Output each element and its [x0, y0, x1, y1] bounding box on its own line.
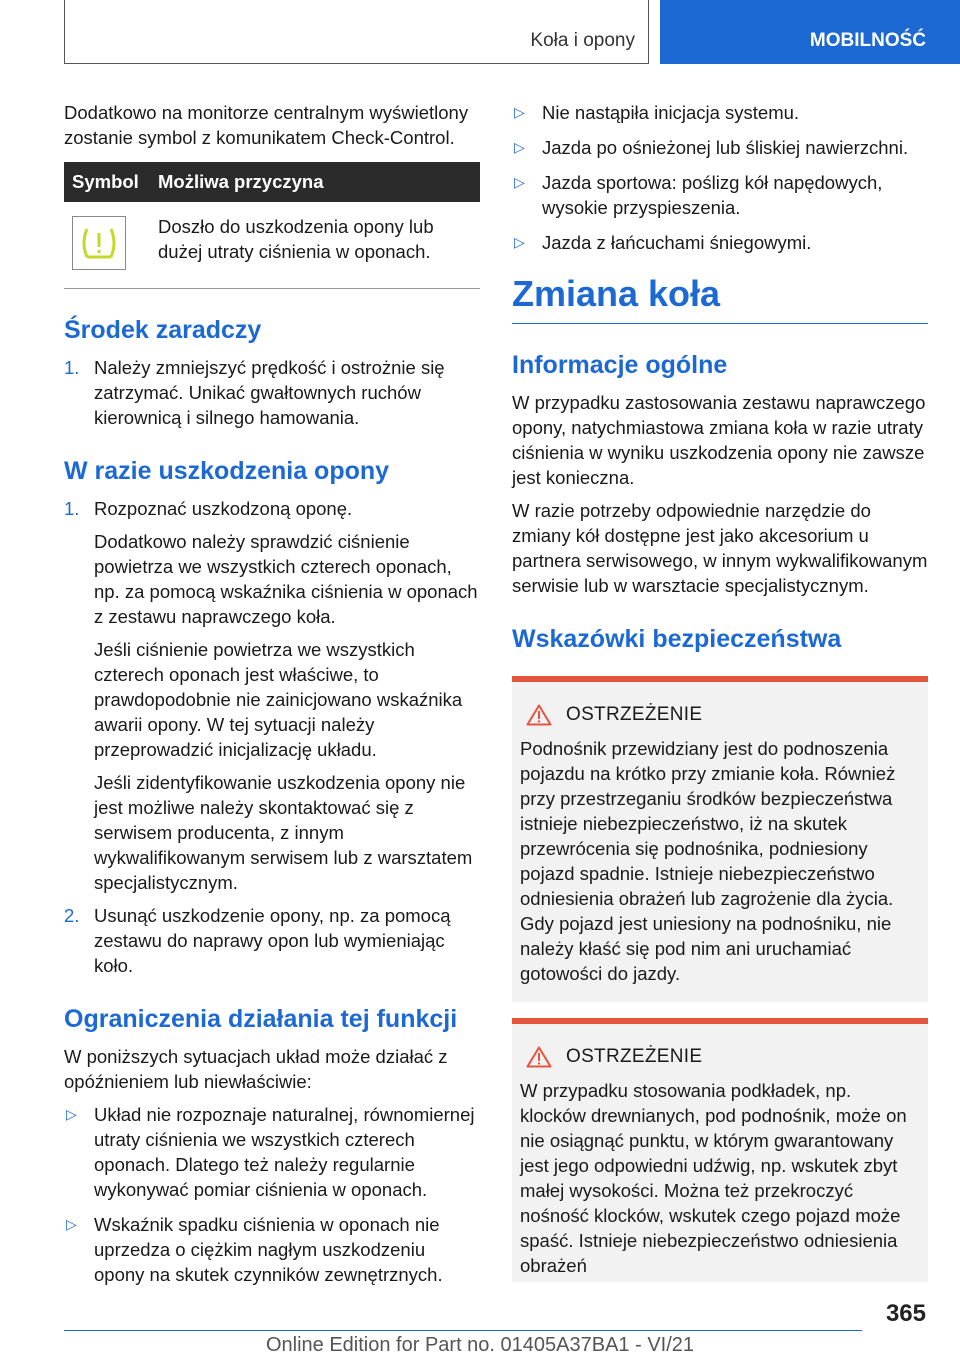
limits-heading: Ograniczenia działania tej funkcji [64, 1005, 458, 1033]
right-column [512, 100, 928, 1282]
warning-box [512, 1018, 928, 1282]
warning-text: Podnośnik przewidziany jest do podnoszenia pojazdu na krótko przy zmianie koła. Również przy przestrzeganiu środków bezpieczeństwa istnieje niebezpieczeństwo, iż na skutek przewrócenia się podnośnika, podniesiony pojazd spadnie. Istnieje niebezpieczeństwo odniesienia obrażeń lub zagrożenie dla życia. Gdy pojazd jest uniesiony na podnośniku, nie należy kłaść się pod nim ani uruchamiać gotowości do jazdy. [520, 738, 896, 984]
list-item-text: Należy zmniejszyć prędkość i ostrożnie się zatrzymać. Unikać gwałtownych ruchów kierownicą i silnego hamowania. [94, 357, 445, 428]
warning-header [520, 704, 920, 726]
warning-box [512, 676, 928, 1002]
triangle-bullet-icon: ▷ [514, 139, 525, 155]
list-item [64, 1102, 480, 1202]
triangle-bullet-icon: ▷ [66, 1216, 77, 1232]
damage-detail-paragraph: Jeśli zidentyfikowanie uszkodzenia opony nie jest możliwe należy skontaktować się z serwisem producenta, z innym wykwalifikowanym serwisem lub z warsztatem specjalistycznym. [94, 772, 473, 893]
general-paragraph: W przypadku zastosowania zestawu naprawczego opony, natychmiastowa zmiana koła w razie utraty ciśnienia w wyniku uszkodzenia opony nie zawsze jest konieczna. [512, 392, 926, 488]
list-item-text: Rozpoznać uszkodzoną oponę. [94, 498, 353, 519]
list-item [512, 230, 928, 255]
list-item-text: Wskaźnik spadku ciśnienia w oponach nie uprzedza o ciężkim nagłym uszkodzeniu opony na skutek czynników zewnętrznych. [94, 1214, 443, 1285]
list-item [64, 1212, 480, 1287]
triangle-bullet-icon: ▷ [514, 104, 525, 120]
limits-intro: W poniższych sytuacjach układ może działać z opóźnieniem lub niewłaściwie: [64, 1046, 448, 1092]
tire-pressure-warning-icon [72, 216, 126, 270]
table-row [64, 202, 480, 284]
list-item-text: Jazda po ośnieżonej lub śliskiej nawierzchni. [542, 137, 909, 158]
page-number: 365 [885, 1300, 926, 1327]
list-item [512, 135, 928, 160]
warning-triangle-icon [526, 1046, 552, 1068]
list-item-text: Jazda z łańcuchami śniegowymi. [542, 232, 812, 253]
list-item-text: Usunąć uszkodzenie opony, np. za pomocą zestawu do naprawy opon lub wymieniając koło. [94, 905, 451, 976]
list-number: 1. [64, 498, 80, 519]
table-divider [64, 288, 480, 289]
damage-detail-paragraph: Dodatkowo należy sprawdzić ciśnienie powietrza we wszystkich czterech oponach, np. za pomocą wskaźnika ciśnienia w oponach z zestawu naprawczego koła. [94, 531, 478, 627]
warning-label: OSTRZEŻENIE [566, 1046, 703, 1067]
list-item-text: Jazda sportowa: poślizg kół napędowych, wysokie przyspieszenia. [542, 172, 883, 218]
list-number: 2. [64, 905, 80, 926]
warning-header [520, 1046, 920, 1068]
remedy-heading: Środek zaradczy [64, 316, 262, 344]
table-header-cause: Możliwa przyczyna [150, 162, 480, 202]
triangle-bullet-icon: ▷ [66, 1106, 77, 1122]
table-header-symbol: Symbol [64, 162, 150, 202]
safety-heading: Wskazówki bezpieczeństwa [512, 625, 842, 653]
triangle-bullet-icon: ▷ [514, 174, 525, 190]
list-item-text: Układ nie rozpoznaje naturalnej, równomiernej utraty ciśnienia we wszystkich czterech oponach. Dlatego też należy regularnie wykonywać pomiar ciśnienia w oponach. [94, 1104, 475, 1200]
list-number: 1. [64, 357, 80, 378]
list-item-text: Nie nastąpiła inicjacja systemu. [542, 102, 800, 123]
intro-paragraph: Dodatkowo na monitorze centralnym wyświetlony zostanie symbol z komunikatem Check-Control. [64, 102, 469, 148]
list-item [512, 100, 928, 125]
list-item [64, 496, 480, 521]
wheel-change-heading: Zmiana koła [512, 273, 928, 324]
table-cell-cause: Doszło do uszkodzenia opony lub dużej utraty ciśnienia w oponach. [158, 216, 434, 262]
triangle-bullet-icon: ▷ [514, 234, 525, 250]
table-cell-symbol [64, 202, 150, 284]
header-chapter-tab[interactable]: MOBILNOŚĆ [660, 0, 960, 64]
list-item [64, 903, 480, 978]
general-info-heading: Informacje ogólne [512, 351, 728, 379]
symbol-table [64, 162, 480, 284]
list-item [64, 355, 480, 430]
warning-triangle-icon [526, 704, 552, 726]
footer-edition: Online Edition for Part no. 01405A37BA1 - VI/21 [265, 1334, 695, 1356]
damage-detail-paragraph: Jeśli ciśnienie powietrza we wszystkich czterech oponach jest właściwe, to prawdopodobnie nie zainicjowano wskaźnika awarii opony. W tej sytuacji należy przeprowadzić inicjalizację układu. [94, 639, 463, 760]
list-item [512, 170, 928, 220]
left-column [64, 100, 480, 1297]
warning-text: W przypadku stosowania podkładek, np. klocków drewnianych, pod podnośnik, może on nie osiągnąć punktu, w którym gwarantowany jest jego odpowiedni udźwig, np. wskutek zbyt małej wysokości. Można też przekroczyć nośność klocków, wskutek czego pojazd może spaść. Istnieje niebezpieczeństwo odniesienia obrażeń [520, 1080, 907, 1276]
general-paragraph: W razie potrzeby odpowiednie narzędzie do zmiany kół dostępne jest jako akcesorium u partnera serwisowego, w innym wykwalifikowanym serwisie lub w warsztacie specjalistycznym. [512, 500, 928, 596]
damage-heading: W razie uszkodzenia opony [64, 457, 390, 485]
warning-label: OSTRZEŻENIE [566, 704, 703, 725]
header-section-title: Koła i opony [530, 30, 635, 51]
footer-divider [64, 1330, 862, 1331]
